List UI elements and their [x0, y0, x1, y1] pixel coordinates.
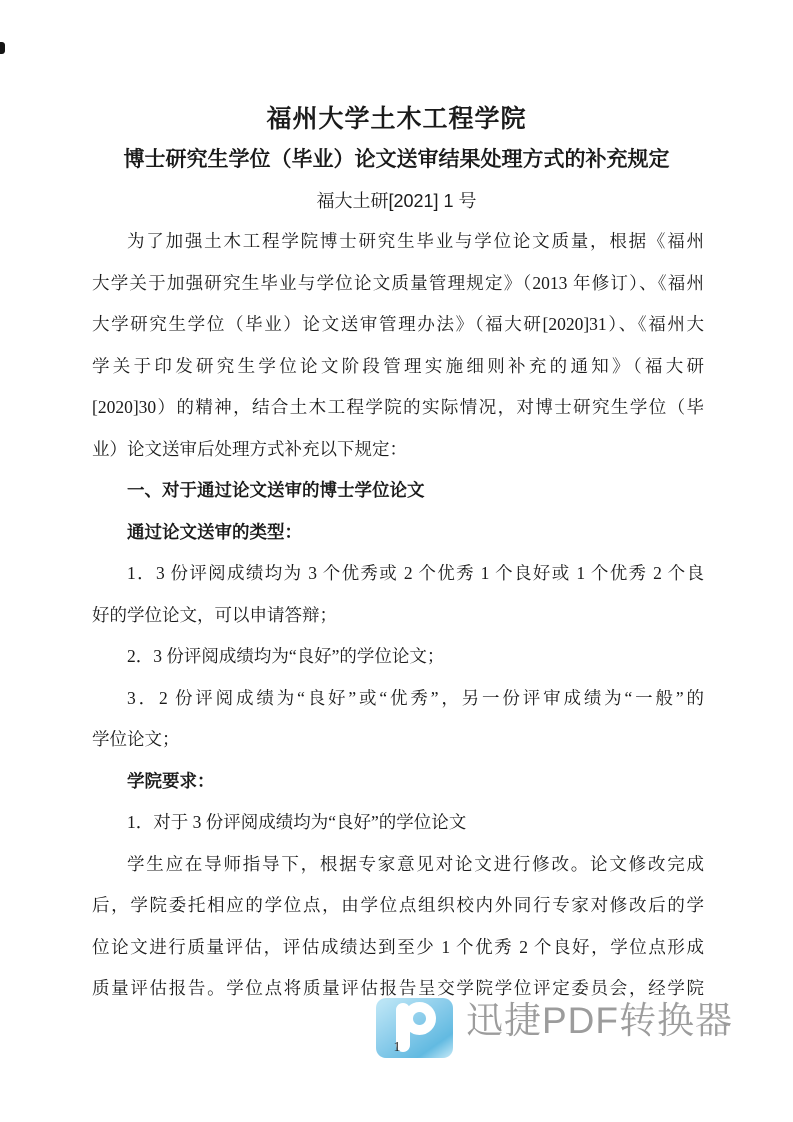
text-line: 2．3 份评阅成绩均为“良好”的学位论文；: [127, 646, 445, 666]
text-line: 为了加强土木工程学院博士研究生毕业与学位论文质量，根据《福州: [127, 231, 704, 251]
text-line: 好的学位论文，可以申请答辩；: [92, 604, 337, 625]
text-line: 业）论文送审后处理方式补充以下规定：: [92, 438, 407, 459]
scan-artifact: [0, 42, 5, 54]
text-line: 学位论文；: [92, 729, 180, 749]
text-line: 3．2 份评阅成绩为“良好”或“优秀”，另一份评审成绩为“一般”的: [127, 687, 704, 708]
document-subtitle: 博士研究生学位（毕业）论文送审结果处理方式的补充规定: [123, 148, 670, 171]
document-title: 福州大学土木工程学院: [266, 105, 527, 133]
heading-line: 通过论文送审的类型：: [127, 521, 302, 542]
watermark-text: 迅捷PDF转换器: [466, 1000, 733, 1041]
text-line: 学关于印发研究生学位论文阶段管理实施细则补充的通知》（福大研: [92, 355, 704, 376]
text-line: 1．3 份评阅成绩均为 3 个优秀或 2 个优秀 1 个良好或 1 个优秀 2 个良: [127, 563, 704, 583]
document-number: 福大土研[2021] 1 号: [316, 191, 477, 211]
document-body: [92, 221, 704, 1010]
text-line: 学生应在导师指导下，根据专家意见对论文进行修改。论文修改完成: [127, 853, 704, 874]
heading-line: 一、对于通过论文送审的博士学位论文: [127, 480, 425, 500]
text-line: 位论文进行质量评估，评估成绩达到至少 1 个优秀 2 个良好，学位点形成: [92, 936, 704, 957]
page-number: 1: [393, 1040, 401, 1055]
text-line: 1．对于 3 份评阅成绩均为“良好”的学位论文: [127, 812, 467, 832]
text-line: 大学研究生学位（毕业）论文送审管理办法》（福大研[2020]31）、《福州大: [92, 314, 704, 334]
text-line: [2020]30）的精神，结合土木工程学院的实际情况，对博士研究生学位（毕: [92, 397, 704, 417]
heading-line: 学院要求：: [127, 770, 215, 791]
text-line: 质量评估报告。学位点将质量评估报告呈交学院学位评定委员会，经学院: [92, 978, 704, 998]
text-line: 大学关于加强研究生毕业与学位论文质量管理规定》（2013 年修订）、《福州: [92, 272, 704, 293]
text-line: 后，学院委托相应的学位点，由学位点组织校内外同行专家对修改后的学: [92, 895, 704, 915]
